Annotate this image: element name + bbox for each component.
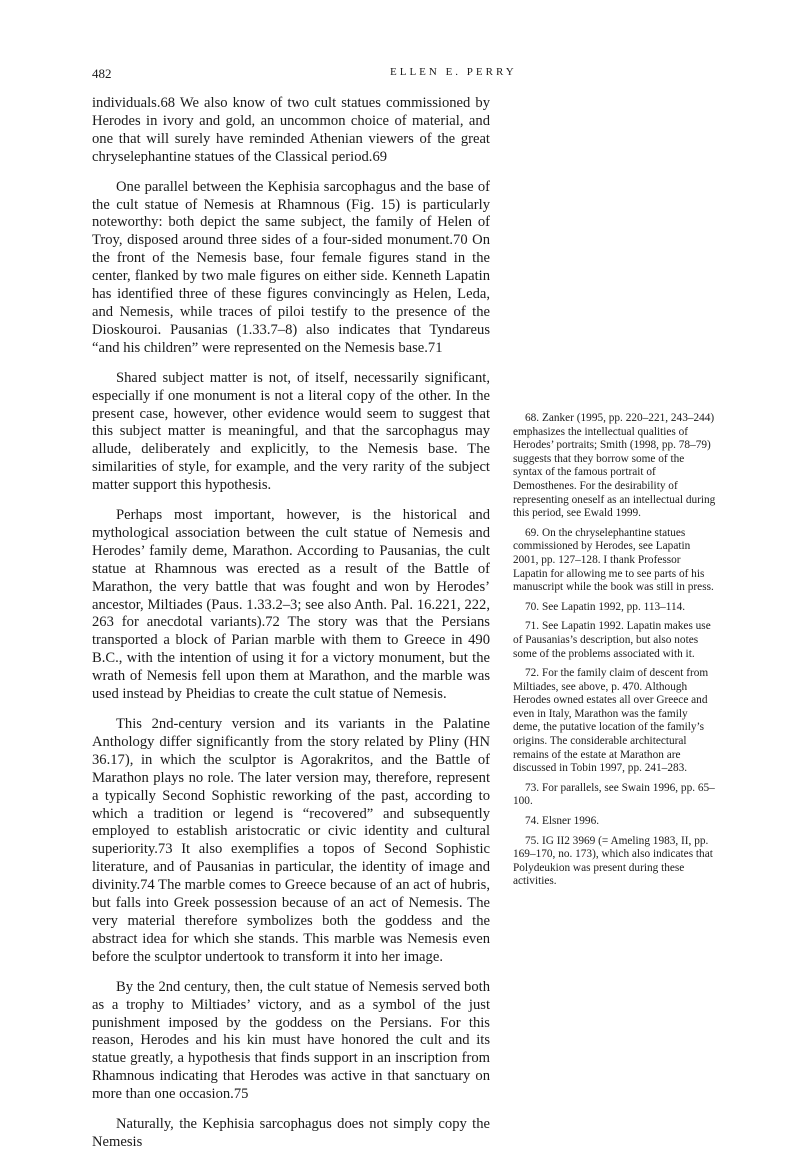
footnote: 72. For the family claim of descent from Miltiades, see above, p. 470. Although Herodes owned estates all over Greece and even in Italy, Marathon was the family deme, the putative location of the family’s origins. The considerable architectural remains of the estate at Marathon are discussed in Tobin 1997, pp. 241–283. [513, 667, 709, 775]
footnotes-column [513, 412, 716, 895]
footnote: 73. For parallels, see Swain 1996, pp. 65–100. [513, 781, 715, 808]
footnote: 68. Zanker (1995, pp. 220–221, 243–244) emphasizes the intellectual qualities of Herodes’ portraits; Smith (1998, pp. 78–79) suggests that they borrow some of the syntax of the famous portrait of Demosthenes. For the desirability of representing oneself as an intellectual during this period, see Ewald 1999. [513, 412, 716, 520]
footnote: 69. On the chryselephantine statues commissioned by Herodes, see Lapatin 2001, pp. 127–128. I thank Professor Lapatin for allowing me to see parts of his manuscript while the book was still in press. [513, 526, 714, 594]
body-paragraph: Perhaps most important, however, is the historical and mythological association between the cult statue of Nemesis and Herodes’ family deme, Marathon. According to Pausanias, the cult statue at Rhamnous was erected as a result of the Battle of Marathon, the very battle that was fought and won by Herodes’ ancestor, Miltiades (Paus. 1.33.2–3; see also Anth. Pal. 16.221, 222, 263 for anecdotal variants).72 The story was that the Persians transported a block of Parian marble with them to Greece in 490 B.C., with the intention of using it for a victory monument, but the wrath of Nemesis fell upon them at Marathon, and the marble was used instead by Pheidias to create the cult statue of Nemesis. [92, 507, 490, 703]
body-paragraph: By the 2nd century, then, the cult statue of Nemesis served both as a trophy to Miltiades’ victory, and as a symbol of the just punishment imposed by the goddess on the Persians. For this reason, Herodes and his kin must have honored the cult and its statue greatly, a hypothesis that finds support in an inscription from Rhamnous indicating that Herodes was active in that sanctuary on more than one occasion.75 [92, 978, 490, 1103]
body-paragraph: One parallel between the Kephisia sarcophagus and the base of the cult statue of Nemesis at Rhamnous (Fig. 15) is particularly noteworthy: both depict the same subject, the family of Helen of Troy, disposed around three sides of a four-sided monument.70 On the front of the Nemesis base, four female figures stand in the center, flanked by two male figures on either side. Kenneth Lapatin has identified three of these figures convincingly as Helen, Leda, and Nemesis, while traces of piloi testify to the presence of the Dioskouroi. Pausanias (1.33.7–8) also indicates that Tyndareus “and his children” were represented on the Nemesis base.71 [92, 178, 490, 356]
footnote: 71. See Lapatin 1992. Lapatin makes use of Pausanias’s description, but also notes some of the problems associated with it. [513, 620, 711, 660]
main-text-column [92, 95, 490, 1152]
running-head: ELLEN E. PERRY [390, 66, 517, 78]
body-paragraph: Naturally, the Kephisia sarcophagus does not simply copy the Nemesis [92, 1116, 490, 1150]
body-paragraph: This 2nd-century version and its variants in the Palatine Anthology differ significantly from the story related by Pliny (HN 36.17), in which the sculptor is Agorakritos, and the Battle of Marathon plays no role. The later version may, therefore, represent a typically Second Sophistic reworking of the past, according to which a tradition or legend is “recovered” and subsequently employed to establish aristocratic or civic identity and cultural superiority.73 It also exemplifies a topos of Second Sophistic literature, and of Pausanias in particular, the identity of image and divinity.74 The marble comes to Greece because of an act of hubris, but falls into Greek possession because of an act of Nemesis. The very material therefore symbolizes both the goddess and the abstract idea for which she stands. This marble was Nemesis even before the sculptor undertook to transform it into her image. [92, 716, 490, 965]
body-paragraph: individuals.68 We also know of two cult statues commissioned by Herodes in ivory and gold, an uncommon choice of material, and one that will surely have reminded Athenian viewers of the great chryselephantine statues of the Classical period.69 [92, 95, 490, 165]
footnote: 74. Elsner 1996. [525, 815, 600, 828]
page-number: 482 [92, 66, 112, 81]
footnote: 70. See Lapatin 1992, pp. 113–114. [525, 600, 686, 613]
body-paragraph: Shared subject matter is not, of itself, necessarily significant, especially if one monument is not a literal copy of the other. In the present case, however, other evidence would seem to suggest that this subject matter is meaningful, and that the sarcophagus may allude, deliberately and explicitly, to the Nemesis base. The similarities of style, for example, and the very rarity of the subject matter support this hypothesis. [92, 369, 490, 494]
footnote: 75. IG II2 3969 (= Ameling 1983, II, pp. 169–170, no. 173), which also indicates that Polydeukion was present during these activities. [513, 834, 713, 888]
